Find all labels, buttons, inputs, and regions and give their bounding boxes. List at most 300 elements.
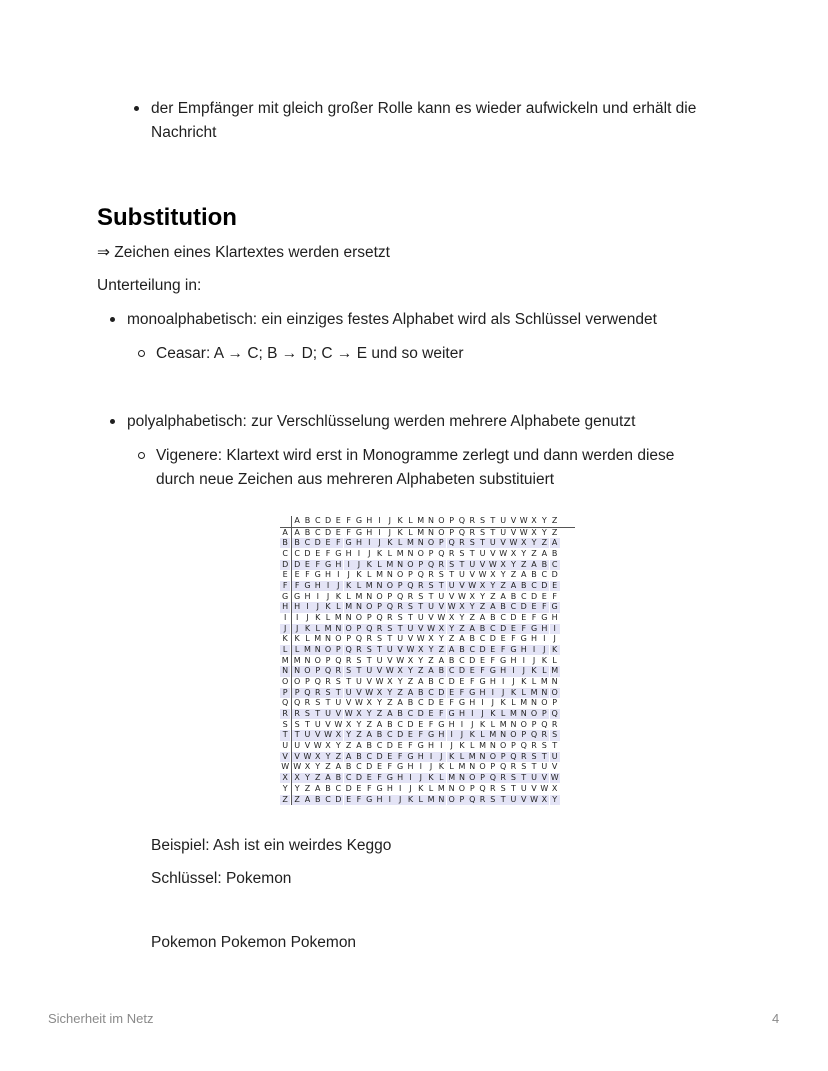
table-cell: I (543, 634, 546, 644)
table-row-label: C (282, 548, 288, 558)
table-cell: I (460, 719, 464, 729)
table-cell: T (374, 645, 384, 655)
table-cell: K (376, 548, 383, 558)
table-cell: N (407, 548, 414, 558)
table-cell: O (407, 559, 414, 569)
table-header-cell: X (531, 516, 537, 525)
table-cell: I (378, 527, 381, 537)
table-cell: H (498, 666, 508, 676)
table-cell: N (333, 624, 343, 634)
table-cell: P (552, 698, 558, 708)
table-cell: B (477, 624, 487, 634)
table-cell: Y (521, 548, 527, 558)
table-cell: W (416, 634, 425, 644)
table-cell: S (459, 548, 465, 558)
table-cell: T (354, 666, 364, 676)
table-cell: W (530, 794, 538, 804)
table-cell: A (323, 773, 333, 783)
table-cell: F (305, 570, 310, 580)
table-cell: U (323, 709, 333, 719)
table-cell: H (510, 655, 517, 665)
table-cell: O (376, 591, 383, 601)
table-cell: O (510, 730, 517, 740)
table-cell: R (551, 719, 558, 729)
table-cell: A (541, 548, 548, 558)
table-cell: G (508, 645, 518, 655)
table-cell: T (539, 752, 549, 762)
table-cell: K (356, 570, 362, 580)
table-cell: L (292, 645, 302, 655)
table-cell: P (531, 719, 537, 729)
table-header-cell: I (378, 516, 381, 525)
table-cell: P (354, 624, 364, 634)
table-cell: X (292, 773, 302, 783)
table-cell: R (448, 548, 455, 558)
table-cell: E (335, 527, 341, 537)
table-cell: H (366, 527, 373, 537)
table-cell: P (387, 591, 393, 601)
table-cell: V (407, 634, 414, 644)
table-cell: X (498, 560, 508, 570)
table-cell: P (449, 527, 455, 537)
table-cell: N (551, 677, 558, 687)
table-cell: J (498, 688, 508, 698)
table-cell: R (539, 730, 549, 740)
table-cell: V (366, 677, 372, 687)
table-cell: F (498, 645, 508, 655)
table-cell: O (458, 783, 466, 793)
table-cell: U (335, 698, 342, 708)
table-cell: H (477, 688, 487, 698)
table-cell: Y (315, 762, 321, 772)
table-cell: V (325, 719, 331, 729)
table-cell: K (405, 795, 415, 805)
table-cell: L (552, 655, 557, 665)
table-cell: Y (418, 655, 424, 665)
table-cell: S (294, 719, 300, 729)
table-cell: M (509, 709, 517, 719)
table-cell: Z (519, 560, 529, 570)
table-cell: I (405, 773, 415, 783)
table-cell: Y (447, 624, 457, 634)
table-cell: J (471, 719, 474, 729)
table-cell: E (541, 591, 547, 601)
table-cell: J (354, 560, 364, 570)
table-cell: E (508, 624, 518, 634)
table-cell: L (519, 688, 529, 698)
table-row-label: U (282, 741, 289, 751)
table-cell: K (459, 741, 465, 751)
table-cell: G (397, 762, 404, 772)
table-cell: M (520, 698, 528, 708)
table-cell: F (477, 666, 487, 676)
table-cell: B (333, 773, 343, 783)
table-cell: D (354, 773, 364, 783)
table-cell: V (313, 730, 323, 740)
table-cell: D (469, 655, 476, 665)
table-cell: O (427, 538, 435, 548)
table-cell: G (520, 634, 527, 644)
table-cell: U (447, 581, 457, 591)
table-cell: W (499, 548, 508, 558)
table-cell: T (428, 591, 434, 601)
table-cell: Q (324, 666, 332, 676)
table-cell: Q (500, 762, 507, 772)
table-cell: C (335, 783, 342, 793)
table-cell: N (448, 783, 455, 793)
table-cell: E (467, 666, 477, 676)
table-cell: S (385, 624, 395, 634)
table-cell: C (356, 762, 362, 772)
table-cell: S (541, 741, 547, 751)
table-cell: O (366, 602, 373, 612)
table-cell: I (508, 666, 518, 676)
table-cell: P (395, 581, 405, 591)
table-cell: A (550, 538, 560, 548)
table-cell: O (520, 719, 527, 729)
table-cell: B (428, 677, 434, 687)
table-cell: D (416, 709, 426, 719)
table-cell: B (325, 783, 331, 793)
table-cell: B (354, 752, 364, 762)
table-cell: T (395, 624, 405, 634)
table-row-label: B (280, 538, 290, 548)
table-row-label: M (281, 655, 289, 665)
table-cell: X (469, 591, 475, 601)
table-cell: I (440, 741, 443, 751)
table-cell: M (376, 570, 383, 580)
table-cell: B (539, 560, 549, 570)
table-cell: K (500, 698, 506, 708)
table-cell: W (293, 762, 302, 772)
table-header-cell: T (490, 516, 496, 525)
table-cell: T (325, 698, 331, 708)
table-cell: Z (477, 602, 487, 612)
table-cell: Q (541, 719, 548, 729)
table-cell: M (386, 559, 394, 569)
table-cell: P (325, 655, 331, 665)
table-cell: K (344, 581, 354, 591)
table-cell: B (416, 688, 426, 698)
table-header-cell: O (438, 516, 445, 525)
table-header-cell: M (417, 516, 425, 525)
table-cell: H (428, 741, 435, 751)
table-cell: G (385, 773, 395, 783)
table-cell: A (294, 527, 300, 537)
table-cell: G (541, 612, 548, 622)
table-cell: N (354, 602, 364, 612)
table-cell: E (302, 560, 312, 570)
table-cell: N (374, 581, 384, 591)
bullet-circle (138, 350, 145, 357)
table-cell: X (519, 538, 529, 548)
table-cell: H (313, 581, 323, 591)
table-cell: Y (480, 591, 485, 601)
table-cell: L (305, 634, 310, 644)
table-cell: C (385, 730, 395, 740)
table-cell: J (436, 752, 446, 762)
table-cell: E (294, 570, 300, 580)
table-cell: D (292, 560, 302, 570)
table-cell: F (436, 709, 446, 719)
table-cell: O (448, 794, 455, 804)
table-cell: U (500, 527, 507, 537)
table-cell: Y (508, 560, 518, 570)
table-cell: V (333, 709, 343, 719)
table-cell: A (405, 688, 415, 698)
table-cell: E (521, 612, 527, 622)
table-cell: H (519, 645, 529, 655)
table-cell: Q (438, 548, 445, 558)
table-cell: P (408, 570, 413, 580)
table-cell: V (469, 570, 475, 580)
table-cell: L (354, 581, 364, 591)
table-cell: F (395, 752, 405, 762)
table-cell: R (469, 527, 476, 537)
table-cell: C (479, 634, 486, 644)
table-row-label: Z (280, 795, 290, 805)
table-cell: F (490, 655, 496, 665)
table-cell: S (344, 666, 354, 676)
table-cell: Z (387, 698, 393, 708)
table-cell: M (479, 741, 486, 751)
table-cell: E (459, 677, 465, 687)
table-cell: Q (335, 655, 342, 665)
table-cell: R (531, 741, 537, 751)
table-cell: B (387, 719, 393, 729)
table-cell: P (374, 602, 384, 612)
example-line2: Schlüssel: Pokemon (151, 870, 292, 887)
table-cell: H (374, 795, 384, 805)
table-cell: Y (550, 795, 560, 805)
table-cell: T (333, 688, 343, 698)
table-cell: J (416, 773, 426, 783)
table-cell: V (416, 624, 426, 634)
table-cell: S (438, 570, 444, 580)
table-header-cell: C (314, 516, 321, 525)
table-cell: Z (510, 570, 517, 580)
table-cell: C (364, 752, 374, 762)
table-cell: P (519, 730, 529, 740)
table-cell: D (551, 570, 558, 580)
table-cell: Y (488, 581, 498, 591)
table-cell: L (416, 795, 426, 805)
table-cell: N (519, 709, 529, 719)
table-cell: N (477, 752, 487, 762)
table-cell: U (479, 548, 486, 558)
table-cell: E (315, 548, 321, 558)
table-cell: H (292, 602, 302, 612)
table-cell: N (395, 560, 405, 570)
table-cell: S (426, 581, 436, 591)
table-cell: A (521, 570, 527, 580)
table-cell: S (335, 677, 341, 687)
table-cell: Q (304, 687, 311, 697)
table-cell: Y (459, 612, 465, 622)
table-cell: T (511, 783, 516, 793)
table-cell: B (519, 581, 529, 591)
table-cell: P (333, 645, 343, 655)
table-row-label: X (280, 773, 290, 783)
intro-text: ⇒ Zeichen eines Klartextes werden ersetzt (97, 244, 390, 261)
table-cell: M (540, 677, 548, 687)
table-cell: E (364, 773, 374, 783)
table-cell: K (397, 527, 403, 537)
table-cell: L (395, 538, 405, 548)
table-cell: S (405, 602, 415, 612)
table-cell: J (368, 548, 371, 558)
table-cell: M (293, 655, 301, 665)
table-cell: P (428, 548, 434, 558)
table-cell: R (366, 634, 373, 644)
table-cell: Z (345, 741, 352, 751)
table-cell: V (374, 666, 384, 676)
table-cell: E (344, 795, 354, 805)
table-cell: C (467, 645, 477, 655)
table-cell: L (511, 698, 516, 708)
table-cell: A (302, 795, 312, 805)
table-cell: Y (294, 783, 300, 793)
table-cell: X (510, 548, 517, 558)
table-cell: O (335, 634, 342, 644)
table-cell: Q (479, 783, 486, 793)
table-header-cell: L (408, 516, 413, 525)
table-row-label: O (282, 677, 289, 687)
table-cell: A (335, 762, 342, 772)
table-cell: K (529, 666, 539, 676)
table-cell: T (498, 795, 508, 805)
table-row-label: V (280, 752, 290, 762)
table-cell: M (427, 794, 435, 804)
table-cell: U (541, 762, 548, 772)
table-cell: T (416, 602, 426, 612)
table-cell: X (477, 581, 487, 591)
table-cell: M (489, 730, 497, 740)
table-cell: D (333, 795, 343, 805)
table-cell: U (364, 666, 374, 676)
table-cell: W (354, 698, 363, 708)
table-cell: Z (498, 581, 508, 591)
table-cell: Y (385, 688, 395, 698)
table-cell: D (366, 762, 373, 772)
example-line3: Pokemon Pokemon Pokemon (151, 934, 357, 951)
table-cell: T (490, 527, 496, 537)
table-cell: N (345, 612, 352, 622)
table-cell: E (426, 709, 436, 719)
table-cell: O (345, 623, 352, 633)
table-cell: C (417, 698, 424, 708)
table-cell: V (395, 645, 405, 655)
table-cell: O (294, 677, 301, 687)
table-cell: M (355, 591, 363, 601)
table-cell: U (417, 612, 424, 622)
table-cell: W (519, 527, 528, 537)
table-cell: S (480, 527, 486, 537)
table-cell: W (437, 612, 446, 622)
table-cell: F (387, 762, 393, 772)
table-cell: T (477, 538, 487, 548)
table-header-cell: H (366, 516, 373, 525)
table-header-cell: D (324, 516, 332, 525)
page-number: 4 (772, 1011, 780, 1026)
table-cell: F (408, 741, 413, 751)
table-cell: R (498, 773, 508, 783)
table-cell: X (490, 570, 496, 580)
table-cell: R (416, 581, 426, 591)
table-row-label: N (280, 666, 290, 676)
table-cell: F (457, 688, 467, 698)
table-header-cell: Z (551, 516, 558, 525)
table-cell: K (467, 730, 477, 740)
table-cell: H (325, 570, 332, 580)
table-cell: Z (416, 666, 426, 676)
table-cell: R (354, 645, 364, 655)
table-cell: V (448, 591, 455, 601)
table-cell: P (498, 752, 508, 762)
table-cell: Q (397, 591, 404, 601)
table-cell: J (519, 666, 529, 676)
table-cell: X (395, 666, 405, 676)
table-cell: I (447, 730, 457, 740)
table-cell: K (302, 624, 312, 634)
table-cell: P (511, 741, 516, 751)
table-cell: H (345, 548, 352, 558)
top-bullet-line1: der Empfänger mit gleich großer Rolle kann es wieder aufwickeln und erhält die (151, 100, 697, 117)
table-cell: W (457, 591, 466, 601)
table-cell: U (467, 560, 477, 570)
table-cell: A (397, 698, 403, 708)
table-cell: F (325, 548, 331, 558)
table-cell: M (345, 602, 353, 612)
table-cell: B (407, 698, 414, 708)
table-cell: N (469, 762, 476, 772)
table-cell: J (457, 730, 467, 740)
table-cell: Y (377, 698, 382, 708)
table-cell: L (387, 548, 393, 558)
table-cell: I (302, 602, 312, 612)
table-cell: I (357, 548, 361, 558)
table-cell: J (374, 538, 384, 548)
table-row-label: E (282, 570, 288, 580)
table-header-cell: K (397, 516, 403, 525)
table-cell: P (539, 709, 549, 719)
table-cell: G (323, 560, 333, 570)
table-cell: Z (551, 527, 558, 537)
table-cell: G (314, 570, 321, 580)
table-cell: V (345, 698, 352, 708)
table-cell: J (306, 612, 309, 622)
table-header-cell: Q (458, 516, 466, 525)
table-cell: N (498, 730, 508, 740)
table-cell: S (447, 560, 457, 570)
table-cell: V (551, 762, 558, 772)
table-cell: Z (366, 719, 372, 729)
table-cell: S (323, 688, 333, 698)
table-cell: E (405, 730, 415, 740)
table-cell: L (498, 709, 508, 719)
table-cell: T (408, 612, 413, 622)
table-cell: O (304, 666, 311, 676)
table-cell: A (364, 730, 374, 740)
table-cell: N (366, 591, 373, 601)
table-cell: A (508, 581, 518, 591)
table-cell: H (416, 752, 426, 762)
table-cell: C (550, 560, 560, 570)
table-cell: Q (355, 634, 363, 644)
table-cell: J (532, 655, 536, 665)
table-cell: Q (448, 538, 455, 548)
table-cell: O (386, 580, 393, 590)
